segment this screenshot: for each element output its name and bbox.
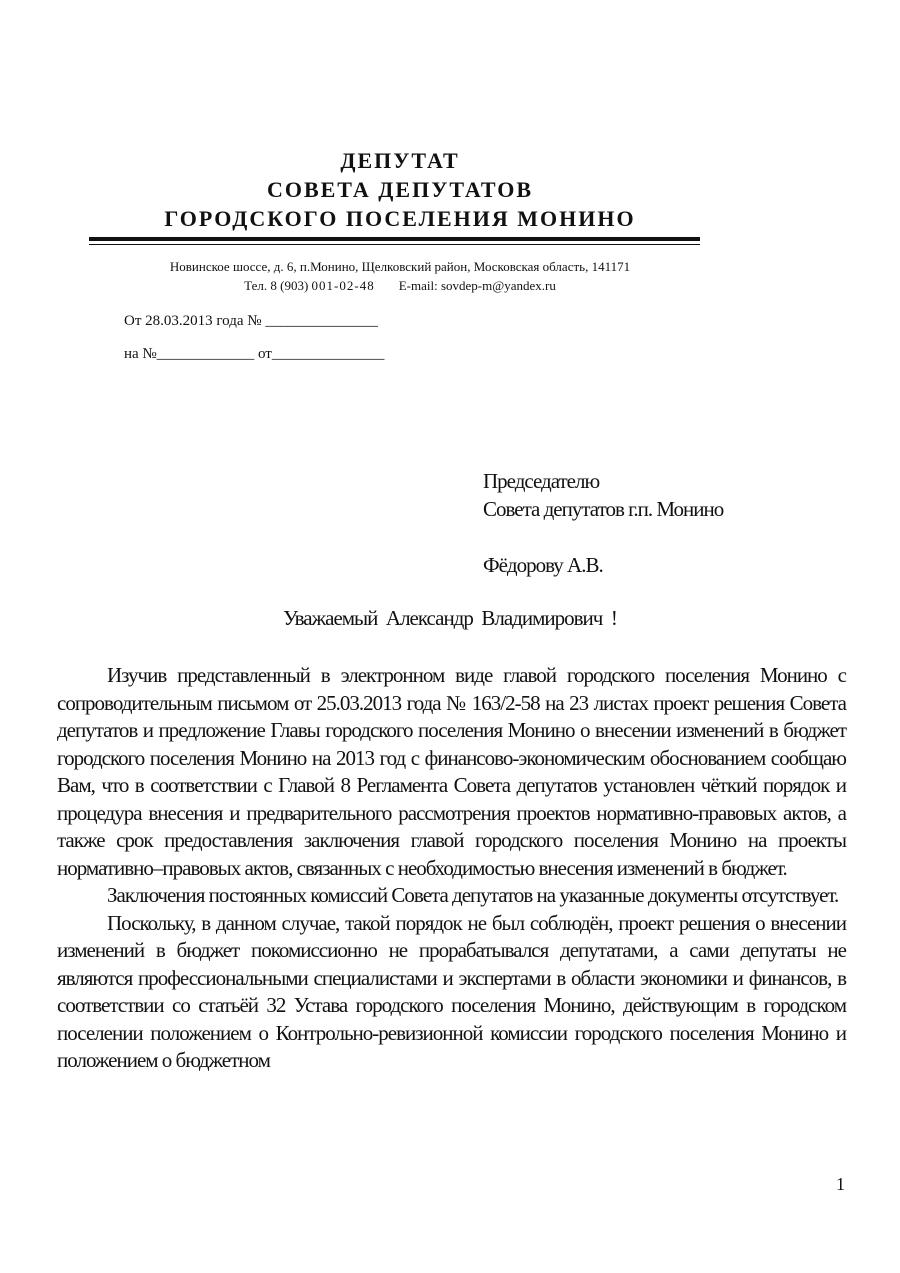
outgoing-reference: От 28.03.2013 года № _______________ <box>124 313 378 329</box>
email-address: E-mail: sovdep-m@yandex.ru <box>398 278 556 293</box>
body-paragraph-1: Изучив представленный в электронном виде главой городского поселения Монино с сопроводительным письмом от 25.03.2013 года № 163/2-58 на 23 листах проект решения Совета депутатов и предложение Главы городского поселения Монино о внесении изменений в бюджет городского поселения Монино на 2013 год с финансово-экономическим обоснованием сообщаю Вам, что в соответствии с Главой 8 Регламента Совета депутатов установлен чёткий порядок и процедура внесения и предварительного рассмотрения проектов нормативно-правовых актов, а также срок предоставления заключения главой городского поселения Монино на проекты нормативно–правовых актов, связанных с необходимостью внесения изменений в бюджет. <box>57 663 846 880</box>
phone-email-line <box>0 276 800 295</box>
addressee-position: Председателю <box>483 469 600 493</box>
letterhead <box>0 146 800 233</box>
addressee-organization: Совета депутатов г.п. Монино <box>483 497 724 521</box>
phone-number: 001-02-48 <box>311 278 375 293</box>
contact-block <box>0 257 800 295</box>
body-paragraph-3: Поскольку, в данном случае, такой порядок не был соблюдён, проект решения о внесении изменений в бюджет покомиссионно не прорабатывался депутатами, а сами депутаты не являются профессиональными специалистами и экспертами в области экономики и финансов, в соответствии со статьёй 32 Устава городского поселения Монино, действующим в городском поселении положением о Контрольно-ревизионной комиссии городского поселения Монино и положением о бюджетном <box>57 910 846 1072</box>
letterhead-title-council: СОВЕТА ДЕПУТАТОВ <box>266 177 534 202</box>
letterhead-title-settlement: ГОРОДСКОГО ПОСЕЛЕНИЯ МОНИНО <box>164 206 636 231</box>
addressee-name: Фёдорову А.В. <box>483 553 603 577</box>
letterhead-title-deputy: ДЕПУТАТ <box>340 148 460 173</box>
body-paragraph-2: Заключения постоянных комиссий Совета депутатов на указанные документы отсутствует. <box>107 883 839 907</box>
addressee-block <box>483 467 723 579</box>
incoming-reference: на №_____________ от_______________ <box>124 346 385 362</box>
postal-address: Новинское шоссе, д. 6, п.Монино, Щелковский район, Московская область, 141171 <box>169 259 631 274</box>
letterhead-divider-thin <box>89 244 700 245</box>
salutation: Уважаемый Александр Владимирович ! <box>283 606 617 630</box>
letter-body <box>57 662 846 1075</box>
phone-label: Тел. 8 (903) <box>244 278 309 293</box>
page-number: 1 <box>836 1174 845 1194</box>
letterhead-divider-thick <box>89 237 700 241</box>
